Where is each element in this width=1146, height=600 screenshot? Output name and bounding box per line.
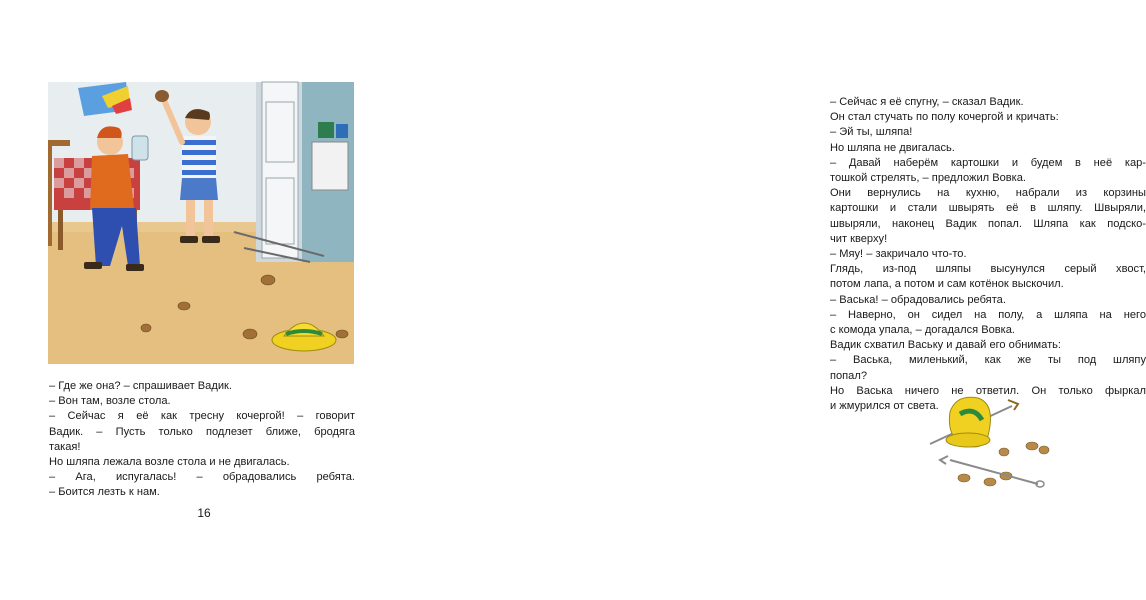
page-number: 16: [197, 506, 211, 520]
text-line: – Давай наберём картошки и будем в неё кар-: [830, 156, 1146, 169]
text-line: – Вон там, возле стола.: [49, 395, 171, 408]
text-line: и жмурился от света.: [830, 400, 939, 413]
text-line: потом лапа, а потом и сам котёнок выскочил.: [830, 278, 1064, 291]
right-page-text: [830, 95, 1146, 414]
text-line: такая!: [49, 440, 81, 453]
text-line: тошкой стрелять, – предложил Вовка.: [830, 172, 1027, 185]
text-line: Они вернулись на кухню, набрали из корзины: [830, 187, 1146, 200]
text-line: с комода упала, – догадался Вовка.: [830, 324, 1016, 337]
text-line: – Наверно, он сидел на полу, а шляпа на него: [830, 308, 1146, 321]
text-line: – Ага, испугалась! – обрадовались ребята.: [49, 471, 355, 484]
text-line: Глядь, из-под шляпы высунулся серый хвост,: [830, 263, 1146, 276]
hat-poker-vignette: [916, 386, 1066, 496]
text-line: Но шляпа лежала возле стола и не двигалась.: [49, 456, 290, 469]
text-line: – Боится лезть к нам.: [49, 486, 160, 499]
text-line: – Васька, миленький, как же ты под шляпу: [830, 354, 1146, 367]
text-line: – Мяу! – закричало что-то.: [830, 248, 967, 261]
text-line: Он стал стучать по полу кочергой и кричать:: [830, 111, 1059, 124]
text-line: – Где же она? – спрашивает Вадик.: [49, 380, 232, 392]
text-line: Но Васька ничего не ответил. Он только фыркал: [830, 384, 1146, 397]
kitchen-illustration: [48, 82, 354, 364]
left-page-text: [49, 379, 355, 501]
text-line: картошки и стали швырять её в шляпу. Швыряли,: [830, 202, 1146, 215]
text-line: – Васька! – обрадовались ребята.: [830, 293, 1006, 306]
text-line: – Сейчас я её спугну, – сказал Вадик.: [830, 96, 1024, 108]
text-line: Вадик. – Пусть только подлезет ближе, бродяга: [49, 425, 355, 438]
text-line: – Сейчас я её как тресну кочергой! – говорит: [49, 410, 355, 423]
text-line: попал?: [830, 369, 867, 382]
right-page: [400, 0, 1146, 600]
text-line: – Эй ты, шляпа!: [830, 126, 913, 139]
text-line: Но шляпа не двигалась.: [830, 141, 955, 154]
text-line: чит кверху!: [830, 232, 888, 245]
left-page: [0, 0, 400, 600]
text-line: швыряли, наконец Вадик попал. Шляпа как подско-: [830, 217, 1146, 230]
text-line: Вадик схватил Ваську и давай его обнимать:: [830, 339, 1062, 352]
